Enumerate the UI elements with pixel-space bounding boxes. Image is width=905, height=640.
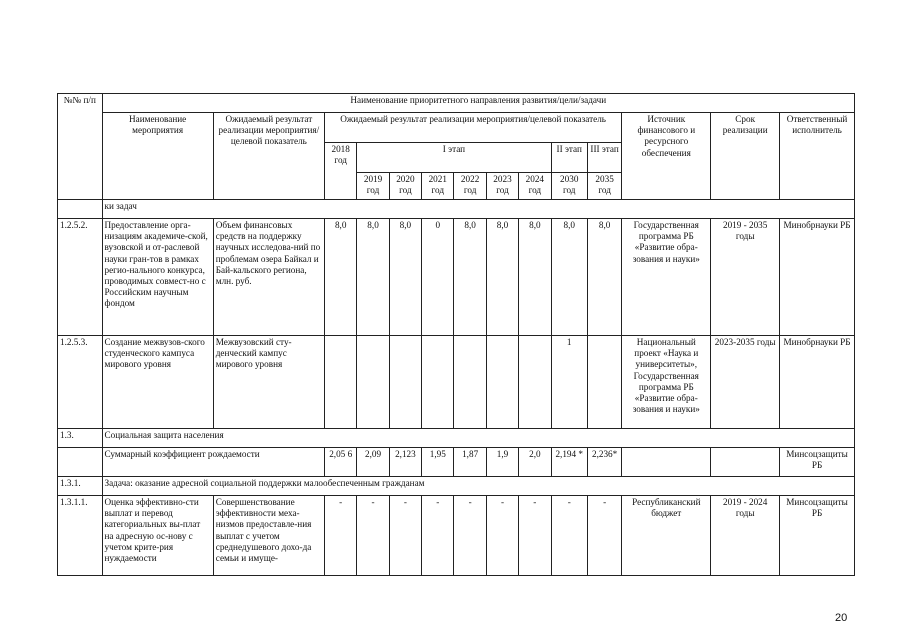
row-number: 1.3.1. [58,477,103,496]
header-stage-1: I этап [357,143,551,173]
responsible-cell: Минсоцзащиты РБ [780,496,855,576]
section-row [58,477,855,496]
value-cell: - [519,496,551,576]
plan-table [57,93,855,576]
value-cell [422,336,454,429]
section-row [58,429,855,448]
page-number: 20 [835,612,848,624]
value-cell: 1 [551,336,587,429]
term-cell: 2019 - 2024 годы [711,496,780,576]
value-cell: - [325,496,357,576]
value-cell: 8,0 [357,219,389,336]
responsible-cell: Минобрнауки РБ [780,219,855,336]
value-cell: - [486,496,518,576]
term-cell: 2019 - 2035 годы [711,219,780,336]
header-year: 2023 год [486,173,518,200]
value-cell [389,336,421,429]
row-number: 1.3.1.1. [58,496,103,576]
value-cell: 8,0 [519,219,551,336]
header-year: 2019 год [357,173,389,200]
section-title: Социальная защита населения [102,429,855,448]
header-source: Источник финансового и ресурсного обеспечения [622,113,711,200]
value-cell [325,336,357,429]
event-name: Создание межвузов-ского студенческого кампуса мирового уровня [102,336,213,429]
header-term: Срок реализации [711,113,780,200]
expected-result: Совершенствование эффективности меха-низмов предоставле-ния выплат с учетом среднедушевого дохо-да семьи и имуще- [213,496,324,576]
row-number: 1.3. [58,429,103,448]
value-cell: 8,0 [389,219,421,336]
value-cell: - [357,496,389,576]
responsible-cell: Минобрнауки РБ [780,336,855,429]
term-cell: 2023-2035 годы [711,336,780,429]
value-cell [587,336,621,429]
value-cell: 2,0 [519,448,551,477]
header-year: 2024 год [519,173,551,200]
source-cell: Национальный проект «Наука и университеты», Государственная программа РБ «Развитие обра-зования и науки» [622,336,711,429]
header-year: 2035 год [587,173,621,200]
event-name: Предоставление орга-низациям академиче-ской, вузовской и от-раслевой науки гран-тов в рамках регио-нального конкурса, проводимых совмест-но с Российским научным фондом [102,219,213,336]
indicator-name: Суммарный коэффициент рождаемости [102,448,325,477]
header-year: 2030 год [551,173,587,200]
value-cell: - [389,496,421,576]
source-cell: Государственная программа РБ «Развитие обра-зования и науки» [622,219,711,336]
header-num: №№ п/п [58,94,103,200]
header-responsible: Ответственный исполнитель [780,113,855,200]
expected-result: Межвузовский сту-денческий кампус мирового уровня [213,336,324,429]
value-cell [519,336,551,429]
value-cell: 8,0 [486,219,518,336]
header-expected-result: Ожидаемый результат реализации мероприятия/целевой показатель [213,113,324,200]
value-cell: - [454,496,486,576]
value-cell: 1,95 [422,448,454,477]
header-year-2018: 2018 год [325,143,357,200]
value-cell [454,336,486,429]
row-number: 1.2.5.2. [58,219,103,336]
row-number: 1.2.5.3. [58,336,103,429]
event-name: Оценка эффективно-сти выплат и перевод категориальных вы-плат на адресную ос-нову с учетом крите-рия нуждаемости [102,496,213,576]
header-year: 2021 год [422,173,454,200]
value-cell: 8,0 [325,219,357,336]
value-cell: - [587,496,621,576]
table-row [58,219,855,336]
value-cell: 8,0 [587,219,621,336]
header-stage-3: III этап [587,143,621,173]
header-expected-result-group: Ожидаемый результат реализации мероприятия/целевой показатель [325,113,622,143]
value-cell: 0 [422,219,454,336]
continuation-row: ки задач [102,200,855,219]
header-year: 2022 год [454,173,486,200]
value-cell: - [551,496,587,576]
table-row [58,448,855,477]
value-cell: 8,0 [551,219,587,336]
value-cell: 1,87 [454,448,486,477]
header-event-name: Наименование мероприятия [102,113,213,200]
value-cell: 2,09 [357,448,389,477]
value-cell [357,336,389,429]
value-cell: 2,236* [587,448,621,477]
value-cell: 2,05 6 [325,448,357,477]
table-row [58,336,855,429]
value-cell: 2,123 [389,448,421,477]
value-cell: 2,194 * [551,448,587,477]
expected-result: Объем финансовых средств на поддержку научных исследова-ний по проблемам озера Байкал и Бай-кальского региона, млн. руб. [213,219,324,336]
table-row [58,496,855,576]
header-stage-2: II этап [551,143,587,173]
source-cell: Республиканский бюджет [622,496,711,576]
responsible-cell: Минсоцзащиты РБ [780,448,855,477]
header-year: 2020 год [389,173,421,200]
header-priority: Наименование приоритетного направления развития/цели/задачи [102,94,855,113]
task-title: Задача: оказание адресной социальной поддержки малообеспеченным гражданам [102,477,855,496]
value-cell [486,336,518,429]
value-cell: - [422,496,454,576]
value-cell: 1,9 [486,448,518,477]
value-cell: 8,0 [454,219,486,336]
